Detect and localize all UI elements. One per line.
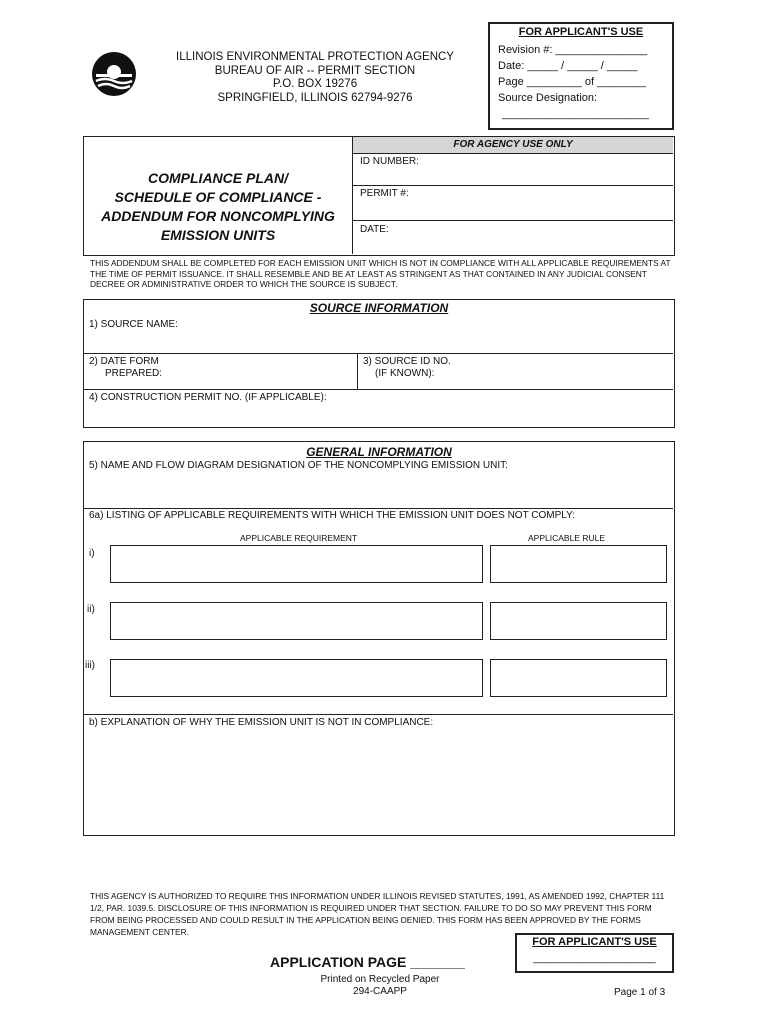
date-prepared-field[interactable]	[89, 356, 162, 380]
agency-use-label: FOR AGENCY USE ONLY	[453, 139, 573, 150]
form-code: 294-CAAPP	[353, 986, 407, 997]
rule-input-i[interactable]	[490, 545, 667, 583]
agency-address	[160, 51, 470, 105]
title-line-2: SCHEDULE OF COMPLIANCE -	[114, 189, 322, 205]
q6b-label: b) EXPLANATION OF WHY THE EMISSION UNIT IS NOT IN COMPLIANCE:	[89, 717, 434, 728]
printed-note	[300, 974, 460, 998]
construction-permit-field[interactable]	[89, 392, 327, 403]
rule-input-ii[interactable]	[490, 602, 667, 640]
agency-date-field[interactable]	[360, 224, 389, 235]
q5-label: 5) NAME AND FLOW DIAGRAM DESIGNATION OF THE NONCOMPLYING EMISSION UNIT:	[89, 460, 508, 471]
rule-input-iii[interactable]	[490, 659, 667, 697]
q6a-label: 6a) LISTING OF APPLICABLE REQUIREMENTS WITH WHICH THE EMISSION UNIT DOES NOT COMPLY:	[89, 510, 576, 521]
po-box: P.O. BOX 19276	[272, 78, 358, 90]
general-information-heading: GENERAL INFORMATION	[306, 445, 452, 459]
title-block	[83, 136, 675, 256]
requirement-input-iii[interactable]	[110, 659, 483, 697]
explanation-field[interactable]	[89, 717, 669, 827]
applicant-use-bottom-box	[515, 933, 674, 973]
permit-field[interactable]	[360, 188, 409, 199]
bureau-name: BUREAU OF AIR -- PERMIT SECTION	[214, 64, 416, 77]
source-id-label: 3) SOURCE ID NO.	[363, 356, 451, 367]
id-number-field[interactable]	[360, 156, 419, 167]
applicant-use-bottom-title: FOR APPLICANT'S USE	[532, 936, 657, 948]
source-name-label: 1) SOURCE NAME:	[89, 319, 178, 330]
source-designation-field[interactable]: ________________________	[502, 108, 649, 120]
recycled-paper-label: Printed on Recycled Paper	[320, 974, 440, 985]
col-applicable-requirement: APPLICABLE REQUIREMENT	[240, 533, 358, 543]
id-number-label: ID NUMBER:	[360, 156, 419, 167]
agency-use-header	[353, 137, 673, 154]
title-line-4: EMISSION UNITS	[160, 227, 276, 243]
instructions-text: THIS ADDENDUM SHALL BE COMPLETED FOR EACH EMISSION UNIT WHICH IS NOT IN COMPLIANCE WITH ALL APPLICABLE REQUIREMENTS AT THE TIME OF PERMIT ISSUANCE. IT SHALL RESEMBLE AND BE AT LEAST AS STRINGENT AS THAT CONTAINED IN ANY JUDICIAL CONSENT DECREE OR ADMINISTRATIVE ORDER TO WHICH THE SOURCE IS SUBJECT.	[90, 258, 671, 289]
applicant-use-title: FOR APPLICANT'S USE	[518, 26, 644, 38]
prepared-label: PREPARED:	[105, 368, 163, 379]
requirement-input-i[interactable]	[110, 545, 483, 583]
source-name-field[interactable]	[89, 319, 178, 330]
col-applicable-rule: APPLICABLE RULE	[528, 533, 606, 543]
page-field[interactable]: Page _________ of ________	[498, 76, 647, 88]
page-number: Page 1 of 3	[614, 987, 666, 998]
general-information-section	[83, 441, 675, 836]
city-state: SPRINGFIELD, ILLINOIS 62794-9276	[217, 91, 413, 104]
source-id-field[interactable]	[363, 356, 451, 380]
date-form-label: 2) DATE FORM	[89, 356, 159, 367]
title-line-3: ADDENDUM FOR NONCOMPLYING	[101, 208, 335, 224]
if-known-label: (IF KNOWN):	[375, 368, 435, 379]
revision-field[interactable]: Revision #: _______________	[498, 44, 648, 56]
disclosure-text: THIS AGENCY IS AUTHORIZED TO REQUIRE THIS INFORMATION UNDER ILLINOIS REVISED STATUTES, 1991, AS AMENDED 1992, CHAPTER 111 1/2, PAR. 1039.5. DISCLOSURE OF THIS INFORMATION IS REQUIRED UNDER THAT SECTION. FAILURE TO DO SO MAY PREVENT THIS FORM FROM BEING PROCESSED AND COULD RESULT IN THE APPLICATION BEING DENIED. THIS FORM HAS BEEN APPROVED BY THE FORMS MANAGEMENT CENTER.	[90, 891, 665, 937]
emission-unit-name-field[interactable]	[89, 460, 508, 471]
permit-label: PERMIT #:	[360, 188, 409, 199]
agency-name: ILLINOIS ENVIRONMENTAL PROTECTION AGENCY	[176, 51, 454, 63]
applicant-use-bottom-field[interactable]: ____________________	[533, 952, 656, 964]
source-information-heading: SOURCE INFORMATION	[309, 301, 449, 315]
application-page-label: APPLICATION PAGE _______	[270, 954, 465, 970]
source-information-section	[83, 299, 675, 428]
source-designation-label: Source Designation:	[498, 92, 598, 104]
applicant-use-box	[488, 22, 674, 130]
row-label-iii: iii)	[85, 660, 95, 671]
construction-permit-label: 4) CONSTRUCTION PERMIT NO. (IF APPLICABLE):	[89, 392, 327, 403]
illinois-epa-logo	[90, 50, 138, 98]
title-line-1: COMPLIANCE PLAN/	[148, 170, 288, 186]
row-label-i: i)	[89, 548, 95, 559]
date-field[interactable]: Date: _____ / _____ / _____	[498, 60, 638, 72]
row-label-ii: ii)	[87, 604, 95, 615]
form-title	[84, 169, 352, 245]
agency-date-label: DATE:	[360, 224, 389, 235]
requirement-input-ii[interactable]	[110, 602, 483, 640]
